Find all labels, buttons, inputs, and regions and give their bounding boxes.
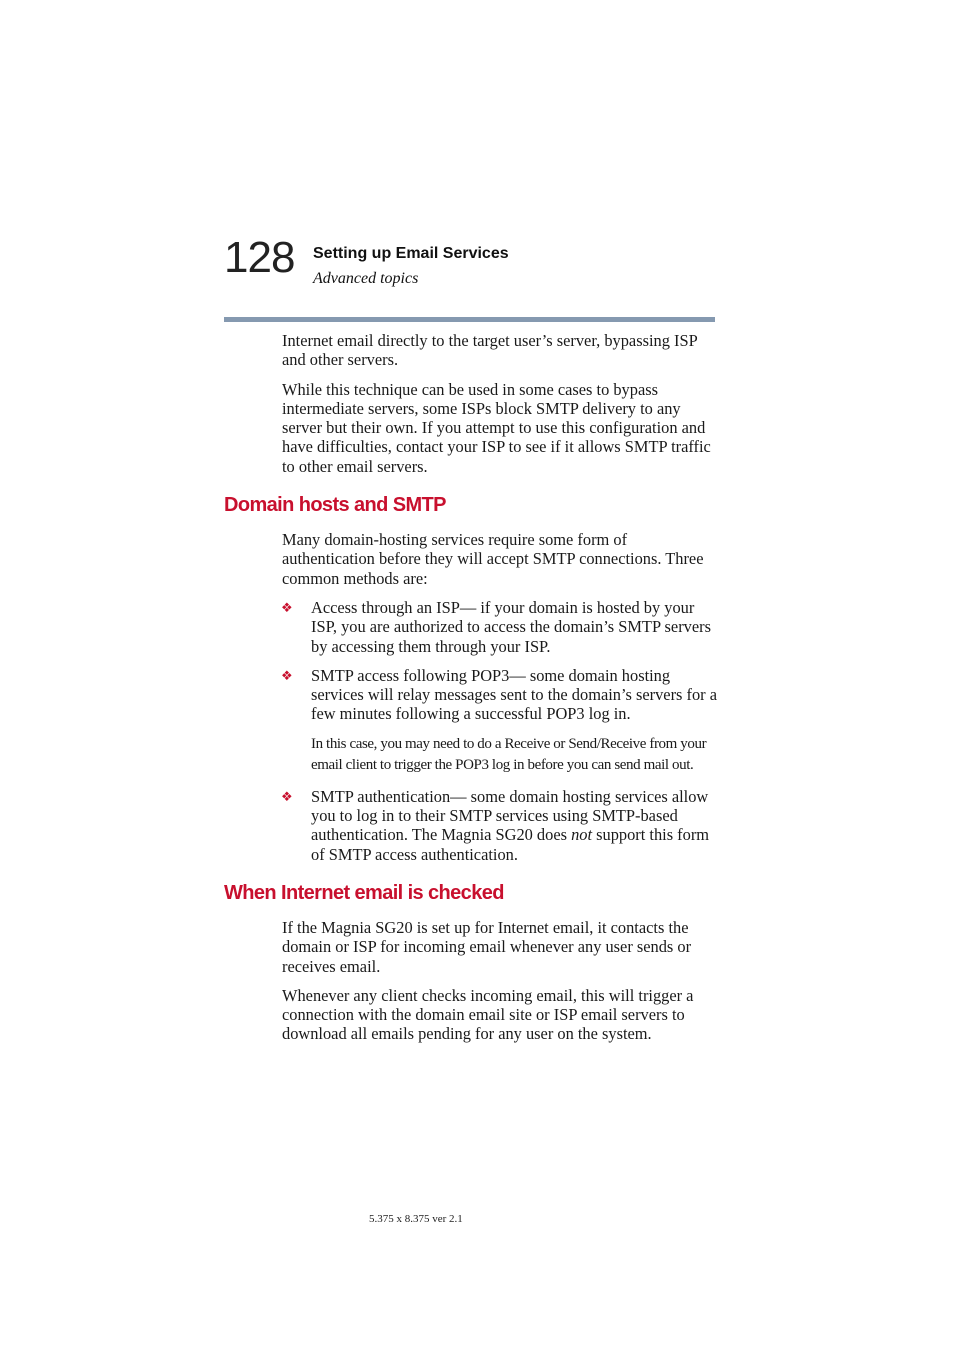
diamond-bullet-icon: ❖	[281, 599, 293, 615]
bullet-text: Access through an ISP— if your domain is hosted by your ISP, you are authorized to access the domain’s SMTP servers by accessing them through your ISP.	[311, 597, 711, 656]
page-number: 128	[224, 233, 295, 282]
section2-paragraph-1: If the Magnia SG20 is set up for Internet email, it contacts the domain or ISP for incoming email whenever any user sends or receives email.	[282, 917, 692, 976]
chapter-title: Setting up Email Services	[313, 245, 509, 262]
intro-paragraph-2: While this technique can be used in some cases to bypass intermediate servers, some ISPs block SMTP delivery to any server but their own. If you attempt to use this configuration and have difficulties, contact your ISP to see if it allows SMTP traffic to other email servers.	[282, 379, 711, 476]
diamond-bullet-icon: ❖	[281, 667, 293, 683]
bullet-text-before: SMTP authentication— some domain hosting services allow you to log in to their SMTP services using SMTP-based authentication. The Magnia SG20 does	[311, 786, 709, 845]
list-item	[281, 665, 719, 724]
bullet-note: In this case, you may need to do a Receive or Send/Receive from your email client to trigger the POP3 log in before you can send mail out.	[311, 735, 707, 773]
main-content	[224, 331, 719, 1054]
section1-intro: Many domain-hosting services require some form of authentication before they will accept SMTP connections. Three common methods are:	[282, 530, 704, 588]
bullet-text: SMTP access following POP3— some domain hosting services will relay messages sent to the domain’s servers for a few minutes following a successful POP3 log in.	[311, 665, 718, 724]
header-rule	[224, 317, 715, 322]
footer-version: 5.375 x 8.375 ver 2.1	[369, 1213, 463, 1225]
bullet-text	[311, 787, 709, 864]
section2-paragraph-2: Whenever any client checks incoming email, this will trigger a connection with the domain email site or ISP email servers to download all emails pending for any user on the system.	[282, 985, 694, 1044]
diamond-bullet-icon: ❖	[281, 788, 293, 804]
bullet-text-after: support this form of SMTP access authentication.	[311, 825, 710, 864]
emphasis-not: not	[571, 825, 593, 845]
section-heading-email-checked: When Internet email is checked	[224, 881, 504, 904]
list-item	[281, 597, 719, 656]
section-title: Advanced topics	[313, 270, 419, 287]
section-heading-domain-hosts: Domain hosts and SMTP	[224, 494, 446, 517]
intro-paragraph-1: Internet email directly to the target user’s server, bypassing ISP and other servers.	[282, 331, 698, 370]
list-item	[281, 786, 719, 864]
